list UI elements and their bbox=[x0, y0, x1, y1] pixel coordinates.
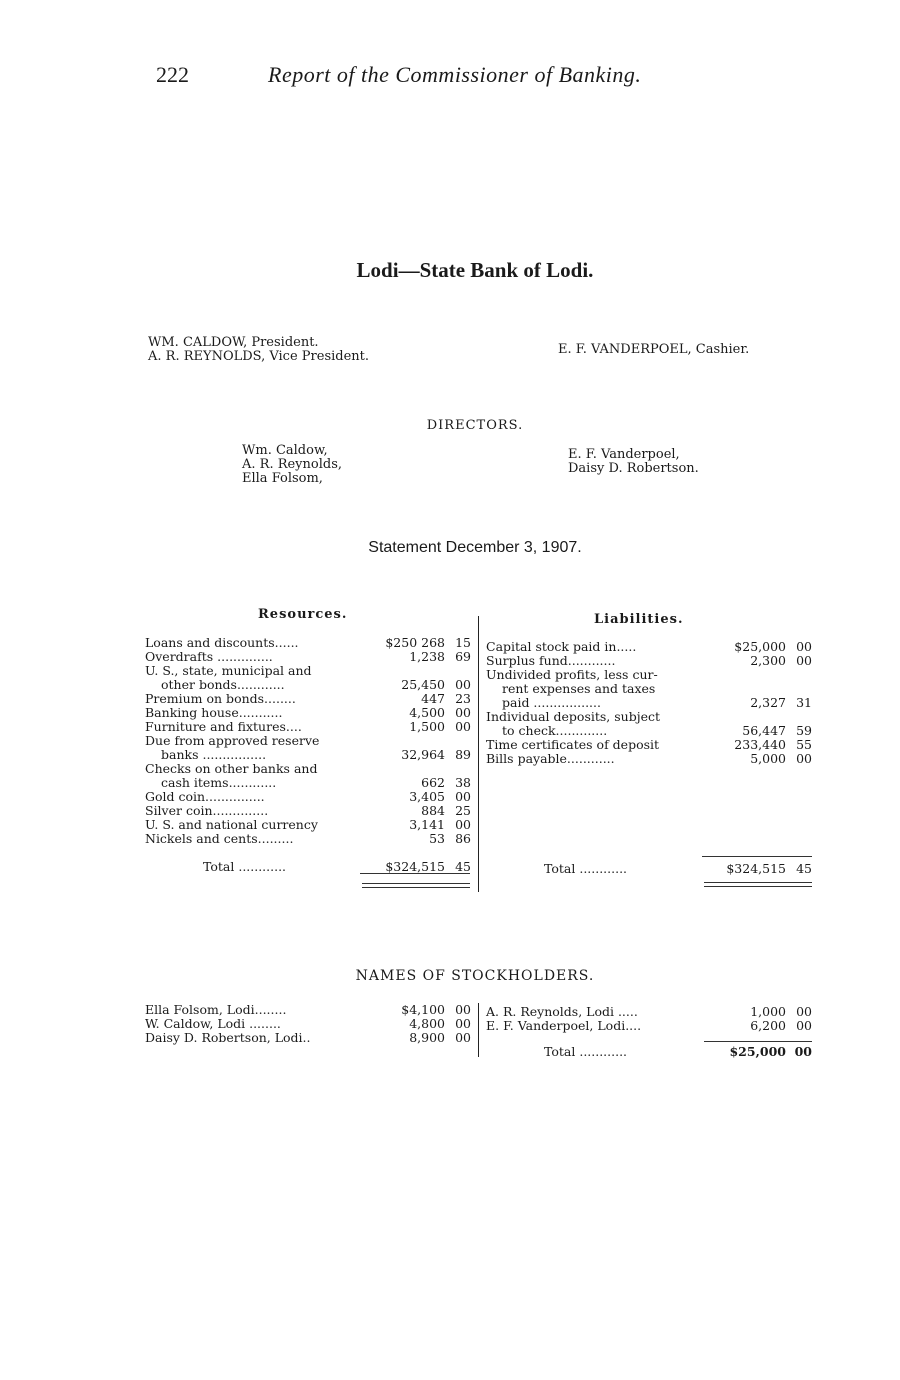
liabilities-row-dollars: $25,000 bbox=[734, 639, 786, 654]
stockholder-row-dollars: 4,800 bbox=[409, 1016, 445, 1031]
stockholders-total-cents: 00 bbox=[794, 1044, 812, 1059]
liabilities-table bbox=[486, 640, 812, 766]
resources-row-dollars: 25,450 bbox=[401, 677, 445, 692]
resources-row bbox=[145, 748, 471, 762]
liabilities-row-label: Undivided profits, less cur- bbox=[486, 667, 658, 682]
stockholder-row-cents: 00 bbox=[455, 1016, 471, 1031]
stockholders-total-rule bbox=[704, 1041, 812, 1042]
stockholders-divider bbox=[478, 1003, 479, 1057]
resources-row-label: banks ................ bbox=[161, 747, 267, 762]
director-left-1: Wm. Caldow, bbox=[242, 443, 328, 458]
resources-total-dollars: $324,515 bbox=[385, 859, 445, 874]
stockholder-row bbox=[486, 1005, 812, 1019]
stockholders-left-table bbox=[145, 1003, 471, 1045]
liabilities-row-label: rent expenses and taxes bbox=[502, 681, 656, 696]
stockholder-row-cents: 00 bbox=[796, 1018, 812, 1033]
resources-row-dollars: 1,500 bbox=[409, 719, 445, 734]
resources-row-cents: 86 bbox=[455, 831, 471, 846]
liabilities-row-dollars: 2,327 bbox=[750, 695, 786, 710]
liabilities-row bbox=[486, 654, 812, 668]
liabilities-total-label: Total ............ bbox=[544, 861, 628, 876]
stockholder-row-cents: 00 bbox=[796, 1004, 812, 1019]
liabilities-row bbox=[486, 710, 812, 724]
resources-row-cents bbox=[451, 664, 471, 678]
stockholder-row-dollars: 1,000 bbox=[750, 1004, 786, 1019]
resources-row-cents: 23 bbox=[455, 691, 471, 706]
liabilities-row bbox=[486, 724, 812, 738]
liabilities-row-cents bbox=[792, 682, 812, 696]
resources-row bbox=[145, 734, 471, 748]
liabilities-row bbox=[486, 696, 812, 710]
stockholder-row-dollars: 6,200 bbox=[750, 1018, 786, 1033]
liabilities-row-cents: 00 bbox=[796, 751, 812, 766]
resources-total-cents: 45 bbox=[455, 859, 471, 874]
resources-row-dollars: 53 bbox=[429, 831, 445, 846]
resources-row-dollars: $250 268 bbox=[385, 635, 445, 650]
liabilities-row-dollars bbox=[716, 668, 792, 682]
officer-cashier: E. F. VANDERPOEL, Cashier. bbox=[558, 342, 750, 357]
statement-title: Statement December 3, 1907. bbox=[368, 539, 582, 556]
liabilities-row bbox=[486, 682, 812, 696]
liabilities-row-dollars bbox=[716, 682, 792, 696]
resources-row-dollars: 32,964 bbox=[401, 747, 445, 762]
resources-row-cents: 00 bbox=[455, 789, 471, 804]
resources-row bbox=[145, 762, 471, 776]
resources-row-label: other bonds............ bbox=[161, 677, 285, 692]
resources-row bbox=[145, 818, 471, 832]
resources-row-label: Nickels and cents......... bbox=[145, 831, 294, 846]
resources-row bbox=[145, 692, 471, 706]
resources-row-label: Gold coin............... bbox=[145, 789, 265, 804]
resources-row-label: Premium on bonds........ bbox=[145, 691, 296, 706]
stockholder-row-label: E. F. Vanderpoel, Lodi.... bbox=[486, 1018, 642, 1033]
resources-row-cents: 00 bbox=[455, 719, 471, 734]
resources-row bbox=[145, 706, 471, 720]
director-right-1: E. F. Vanderpoel, bbox=[568, 447, 680, 462]
director-left-3: Ella Folsom, bbox=[242, 471, 323, 486]
liabilities-row bbox=[486, 752, 812, 766]
director-left-2: A. R. Reynolds, bbox=[242, 457, 343, 472]
resources-row bbox=[145, 720, 471, 734]
liabilities-row-label: paid ................. bbox=[502, 695, 601, 710]
officer-president: WM. CALDOW, President. bbox=[148, 335, 319, 350]
liabilities-row-cents bbox=[792, 668, 812, 682]
stockholder-row-label: A. R. Reynolds, Lodi ..... bbox=[486, 1004, 638, 1019]
liabilities-total bbox=[486, 862, 812, 876]
liabilities-row-cents: 00 bbox=[796, 639, 812, 654]
resources-row-dollars bbox=[367, 664, 451, 678]
resources-total-label: Total ............ bbox=[203, 859, 287, 874]
liabilities-row-dollars bbox=[716, 710, 792, 724]
stockholder-row-dollars: 8,900 bbox=[409, 1030, 445, 1045]
liabilities-row bbox=[486, 640, 812, 654]
resources-row-label: Checks on other banks and bbox=[145, 761, 318, 776]
director-right-2: Daisy D. Robertson. bbox=[568, 461, 699, 476]
resources-row-cents bbox=[451, 762, 471, 776]
resources-row-dollars bbox=[367, 734, 451, 748]
stockholder-row bbox=[145, 1031, 471, 1045]
liabilities-total-rule bbox=[702, 856, 812, 857]
resources-heading: Resources. bbox=[258, 607, 348, 622]
liabilities-row-dollars: 2,300 bbox=[750, 653, 786, 668]
liabilities-row-label: Capital stock paid in..... bbox=[486, 639, 637, 654]
stockholder-row-label: Ella Folsom, Lodi........ bbox=[145, 1002, 287, 1017]
resources-row-dollars: 4,500 bbox=[409, 705, 445, 720]
liabilities-row-cents: 00 bbox=[796, 653, 812, 668]
resources-row-label: cash items............ bbox=[161, 775, 277, 790]
resources-row-cents: 89 bbox=[455, 747, 471, 762]
liabilities-total-dollars: $324,515 bbox=[726, 861, 786, 876]
liabilities-row-cents bbox=[792, 710, 812, 724]
liabilities-total-cents: 45 bbox=[796, 861, 812, 876]
resources-row bbox=[145, 804, 471, 818]
resources-row-cents: 15 bbox=[455, 635, 471, 650]
stockholder-row-dollars: $4,100 bbox=[401, 1002, 445, 1017]
stockholder-row bbox=[145, 1003, 471, 1017]
stockholders-right-table bbox=[486, 1005, 812, 1033]
resources-row bbox=[145, 650, 471, 664]
liabilities-row-cents: 55 bbox=[796, 737, 812, 752]
resources-row-dollars: 1,238 bbox=[409, 649, 445, 664]
stockholders-total-dollars: $25,000 bbox=[729, 1044, 786, 1059]
resources-row-dollars: 3,405 bbox=[409, 789, 445, 804]
liabilities-heading: Liabilities. bbox=[594, 612, 684, 627]
stockholders-total bbox=[486, 1045, 812, 1059]
running-title: Report of the Commissioner of Banking. bbox=[268, 62, 642, 87]
liabilities-row-cents: 31 bbox=[796, 695, 812, 710]
resources-row-label: U. S. and national currency bbox=[145, 817, 318, 832]
resources-row-cents bbox=[451, 734, 471, 748]
stockholders-total-label: Total ............ bbox=[544, 1044, 628, 1059]
resources-row-dollars: 3,141 bbox=[409, 817, 445, 832]
resources-row bbox=[145, 636, 471, 650]
liabilities-row bbox=[486, 738, 812, 752]
liabilities-row-label: Surplus fund............ bbox=[486, 653, 616, 668]
resources-row bbox=[145, 790, 471, 804]
resources-row-dollars: 447 bbox=[421, 691, 445, 706]
resources-row-cents: 00 bbox=[455, 705, 471, 720]
liabilities-row-label: Bills payable............ bbox=[486, 751, 615, 766]
liabilities-row-dollars: 233,440 bbox=[734, 737, 786, 752]
resources-row-dollars bbox=[367, 762, 451, 776]
resources-row-cents: 25 bbox=[455, 803, 471, 818]
resources-row-dollars: 662 bbox=[421, 775, 445, 790]
stockholder-row bbox=[486, 1019, 812, 1033]
liabilities-row-label: to check............. bbox=[502, 723, 608, 738]
resources-row-cents: 00 bbox=[455, 677, 471, 692]
resources-row bbox=[145, 664, 471, 678]
resources-row-label: Furniture and fixtures.... bbox=[145, 719, 302, 734]
stockholder-row-cents: 00 bbox=[455, 1030, 471, 1045]
resources-total bbox=[145, 860, 471, 874]
directors-heading: DIRECTORS. bbox=[426, 418, 524, 433]
liabilities-row-cents: 59 bbox=[796, 723, 812, 738]
resources-row-label: U. S., state, municipal and bbox=[145, 663, 312, 678]
resources-table bbox=[145, 636, 471, 846]
resources-row bbox=[145, 678, 471, 692]
resources-row bbox=[145, 776, 471, 790]
resources-row bbox=[145, 832, 471, 846]
resources-row-cents: 38 bbox=[455, 775, 471, 790]
stockholders-heading: NAMES OF STOCKHOLDERS. bbox=[355, 968, 595, 984]
resources-row-cents: 00 bbox=[455, 817, 471, 832]
liabilities-double-rule-1 bbox=[704, 882, 812, 883]
resources-row-label: Silver coin.............. bbox=[145, 803, 269, 818]
column-divider bbox=[478, 616, 479, 892]
liabilities-row-dollars: 5,000 bbox=[750, 751, 786, 766]
stockholder-row-label: Daisy D. Robertson, Lodi.. bbox=[145, 1030, 311, 1045]
liabilities-double-rule-2 bbox=[704, 886, 812, 887]
resources-row-cents: 69 bbox=[455, 649, 471, 664]
stockholder-row-label: W. Caldow, Lodi ........ bbox=[145, 1016, 281, 1031]
resources-row-label: Overdrafts .............. bbox=[145, 649, 273, 664]
resources-double-rule-1 bbox=[362, 883, 470, 884]
bank-title: Lodi—State Bank of Lodi. bbox=[356, 258, 594, 282]
resources-row-label: Loans and discounts...... bbox=[145, 635, 299, 650]
liabilities-row-label: Individual deposits, subject bbox=[486, 709, 661, 724]
liabilities-row-dollars: 56,447 bbox=[742, 723, 786, 738]
liabilities-row-label: Time certificates of deposit bbox=[486, 737, 660, 752]
liabilities-row bbox=[486, 668, 812, 682]
stockholder-row-cents: 00 bbox=[455, 1002, 471, 1017]
resources-row-dollars: 884 bbox=[421, 803, 445, 818]
stockholder-row bbox=[145, 1017, 471, 1031]
resources-row-label: Banking house........... bbox=[145, 705, 283, 720]
page-number: 222 bbox=[156, 62, 189, 87]
resources-double-rule-2 bbox=[362, 887, 470, 888]
officer-vice-president: A. R. REYNOLDS, Vice President. bbox=[148, 349, 370, 364]
resources-row-label: Due from approved reserve bbox=[145, 733, 320, 748]
